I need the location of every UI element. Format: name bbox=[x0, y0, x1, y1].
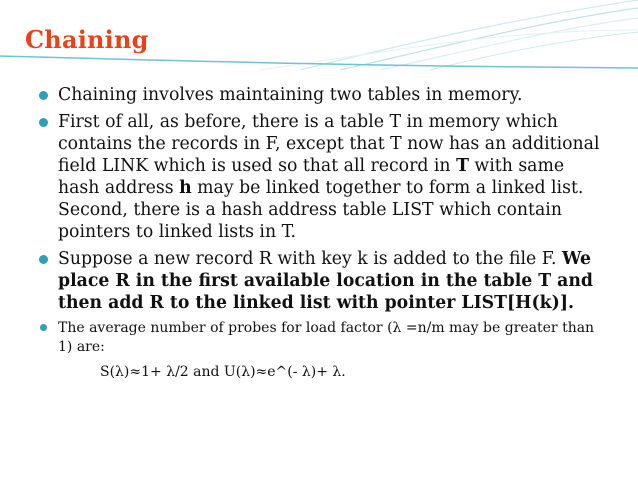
header-underline bbox=[0, 56, 638, 68]
bullet-dot-icon bbox=[40, 324, 47, 331]
bullet-text-bold: We place R in the first available location in the table T and then add R to the linked list with pointer LIST[H(k)]. bbox=[58, 249, 594, 313]
bullet-text-part: First of all, as before, there is a table T in memory which contains the records in F, except that T now has an additional field LINK which is used so that all record in bbox=[58, 112, 600, 176]
bold-table-t: T bbox=[456, 156, 469, 176]
bullet-dot-icon bbox=[39, 118, 48, 127]
bullet-text: The average number of probes for load factor (λ =n/m may be greater than 1) are: bbox=[58, 320, 595, 355]
bullet-text-part: may be linked together to form a linked list. Second, there is a hash address table LIST which contain pointers to linked lists in T. bbox=[58, 178, 584, 242]
bullet-list bbox=[38, 84, 608, 382]
bullet-dot-icon bbox=[39, 255, 48, 264]
header-wave-3 bbox=[380, 18, 638, 70]
bullet-text-part: with same hash address bbox=[58, 156, 565, 198]
bullet-item-4 bbox=[38, 319, 608, 357]
header-wave-2 bbox=[340, 8, 638, 70]
slide-title: Chaining bbox=[25, 25, 149, 54]
bullet-item-3 bbox=[38, 248, 608, 314]
header-wave-5 bbox=[430, 32, 638, 70]
bullet-dot-icon bbox=[39, 91, 48, 100]
header-wave-1 bbox=[300, 0, 638, 70]
bullet-item-2 bbox=[38, 111, 608, 243]
bold-hash-h: h bbox=[179, 178, 192, 198]
bullet-item-1 bbox=[38, 84, 608, 106]
bullet-text-part: Suppose a new record R with key k is added to the file F. bbox=[58, 249, 563, 269]
bullet-text: Chaining involves maintaining two tables in memory. bbox=[58, 85, 523, 105]
probe-formula: S(λ)≈1+ λ/2 and U(λ)≈e^(- λ)+ λ. bbox=[100, 364, 346, 380]
